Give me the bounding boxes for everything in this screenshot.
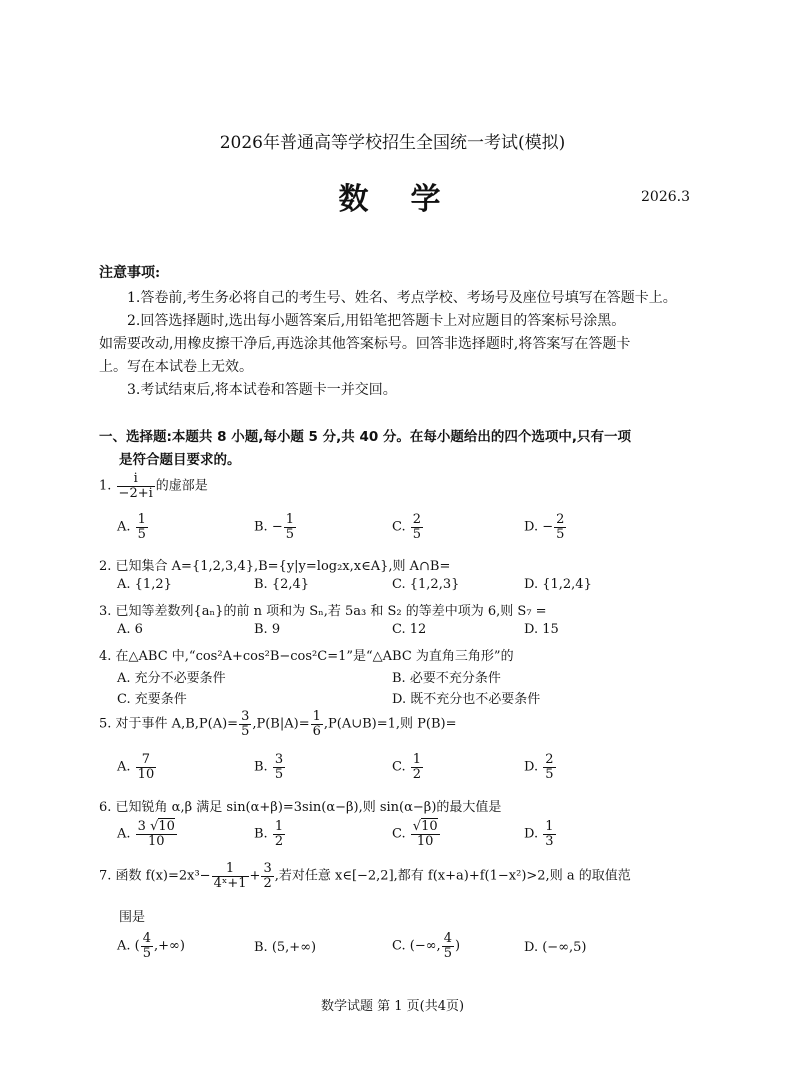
question-number: 1. bbox=[99, 478, 112, 494]
fraction: $\frac{i}{-2+i}$ bbox=[118, 471, 153, 501]
option-d: D. (−∞,5) bbox=[524, 940, 587, 955]
option-c: C. $\frac{1}{2}$ bbox=[392, 752, 422, 782]
question-4: 4. 在△ABC 中,“cos²A+cos²B−cos²C=1”是“△ABC 为直角三角形”的 bbox=[99, 649, 514, 664]
question-text: 的虚部是 bbox=[155, 478, 208, 494]
question-5: 5. 对于事件 A,B,P(A)= $\frac{3}{5}$ ,P(B|A)= $\frac{1}{6}$ ,P(A∪B)=1,则 P(B)= bbox=[99, 709, 457, 739]
option-a: A. 充分不必要条件 bbox=[117, 671, 226, 686]
exam-date: 2026.3 bbox=[641, 189, 690, 205]
option-d: D. − $\frac{2}{5}$ bbox=[524, 512, 565, 542]
option-a: A. ( $\frac{4}{5}$ ,+∞) bbox=[117, 931, 185, 961]
option-d: D. 15 bbox=[524, 622, 559, 637]
subject-title: 数 学 bbox=[338, 182, 447, 217]
question-6: 6. 已知锐角 α,β 满足 sin(α+β)=3sin(α−β),则 sin(α−β)的最大值是 bbox=[99, 800, 502, 815]
question-1 bbox=[99, 472, 208, 500]
option-b: B. 9 bbox=[254, 622, 281, 637]
section-heading: 一、选择题:本题共 8 小题,每小题 5 分,共 40 分。在每小题给出的四个选项中,只有一项 bbox=[99, 429, 632, 445]
option-b: B. {2,4} bbox=[254, 577, 310, 592]
option-d: D. 既不充分也不必要条件 bbox=[392, 692, 541, 707]
option-c: C. $\frac{2}{5}$ bbox=[392, 512, 422, 542]
notice-item-1: 1.答卷前,考生务必将自己的考生号、姓名、考点学校、考场号及座位号填写在答题卡上。 bbox=[127, 290, 677, 306]
option-b: B. (5,+∞) bbox=[254, 940, 317, 955]
notice-item-2-cont: 如需要改动,用橡皮擦干净后,再选涂其他答案标号。回答非选择题时,将答案写在答题卡 bbox=[99, 336, 631, 352]
notice-item-2-cont2: 上。写在本试卷上无效。 bbox=[99, 359, 253, 375]
option-b: B. $\frac{3}{5}$ bbox=[254, 752, 284, 782]
question-7-cont: 围是 bbox=[119, 910, 146, 925]
exam-title: 2026年普通高等学校招生全国统一考试(模拟) bbox=[219, 133, 566, 153]
page-footer: 数学试题 第 1 页(共4页) bbox=[320, 999, 465, 1014]
option-a: A. $\frac{7}{10}$ bbox=[117, 752, 155, 782]
option-c: C. $\frac{√10}{10}$ bbox=[392, 819, 438, 849]
question-3: 3. 已知等差数列{aₙ}的前 n 项和为 Sₙ,若 5a₃ 和 S₂ 的等差中项为 6,则 S₇ = bbox=[99, 604, 547, 619]
option-b: B. $\frac{1}{2}$ bbox=[254, 819, 284, 849]
option-c: C. (−∞, $\frac{4}{5}$ ) bbox=[392, 931, 461, 961]
option-b: B. − $\frac{1}{5}$ bbox=[254, 512, 295, 542]
option-a: A. $\frac{1}{5}$ bbox=[117, 512, 146, 542]
option-a: A. {1,2} bbox=[117, 577, 172, 592]
option-c: C. 充要条件 bbox=[117, 692, 187, 707]
notice-heading: 注意事项: bbox=[99, 265, 161, 281]
option-b: B. 必要不充分条件 bbox=[392, 671, 501, 686]
option-a: A. 6 bbox=[117, 622, 143, 637]
notice-item-3: 3.考试结束后,将本试卷和答题卡一并交回。 bbox=[127, 382, 397, 398]
option-c: C. {1,2,3} bbox=[392, 577, 460, 592]
option-a: A. $\frac{3 √10}{10}$ bbox=[117, 819, 175, 849]
option-d: D. {1,2,4} bbox=[524, 577, 592, 592]
question-2: 2. 已知集合 A={1,2,3,4},B={y|y=log₂x,x∈A},则 A∩B= bbox=[99, 559, 451, 574]
question-7: 7. 函数 f(x)=2x³− $\frac{1}{\text{4ˣ+1}}$ + $\frac{3}{2}$ ,若对任意 x∈[−2,2],都有 f(x+a)+f(1−x²)>2,则 a 的取值范 bbox=[99, 861, 631, 891]
option-c: C. 12 bbox=[392, 622, 427, 637]
option-d: D. $\frac{1}{3}$ bbox=[524, 819, 554, 849]
option-d: D. $\frac{2}{5}$ bbox=[524, 752, 554, 782]
section-heading-cont: 是符合题目要求的。 bbox=[119, 452, 241, 468]
notice-item-2: 2.回答选择题时,选出每小题答案后,用铅笔把答题卡上对应题目的答案标号涂黑。 bbox=[127, 313, 626, 329]
